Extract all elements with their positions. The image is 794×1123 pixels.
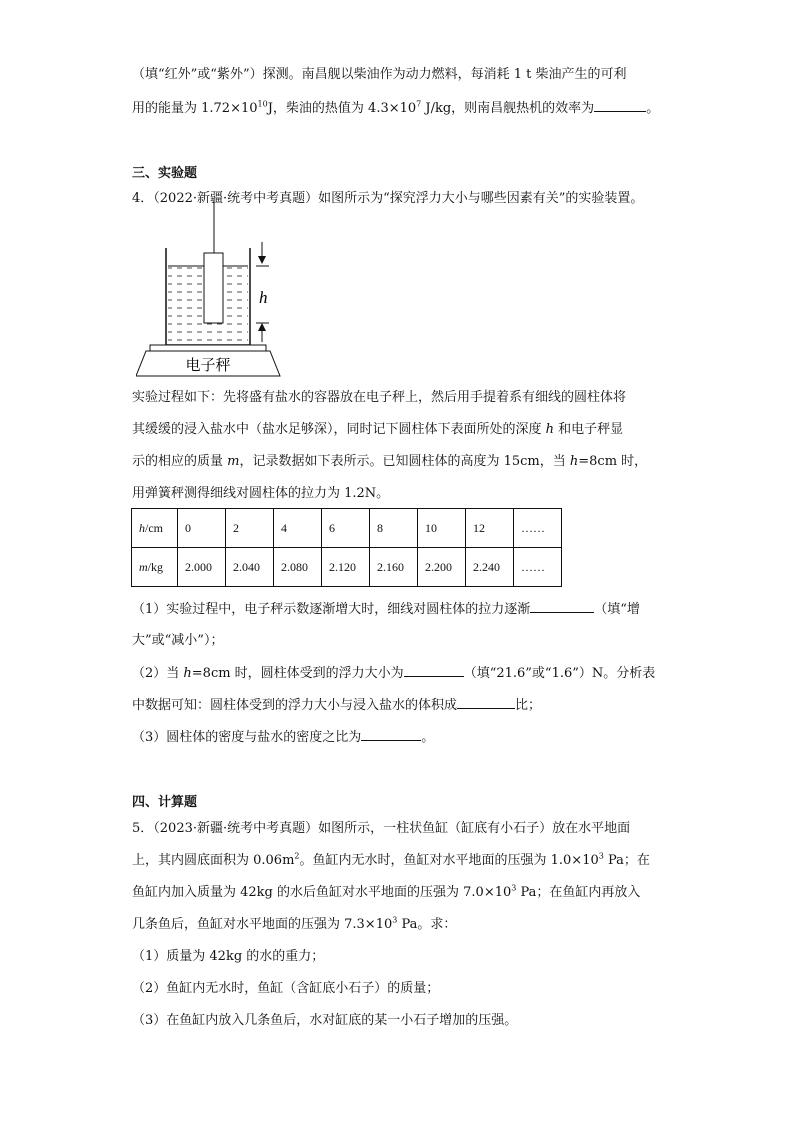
table-cell: …… <box>514 548 562 587</box>
table-cell: 2.240 <box>466 548 514 587</box>
table-cell: 2.040 <box>226 548 274 587</box>
q4-para-line-1: 实验过程如下：先将盛有盐水的容器放在电子秤上，然后用手提着系有细线的圆柱体将 <box>132 390 627 405</box>
q4-sub1-cont: 大”或“减小”）； <box>132 633 224 648</box>
table-cell: 8 <box>370 509 418 548</box>
q5-line-3: 鱼缸内加入质量为 42kg 的水后鱼缸对水平地面的压强为 $7.0\times 10^3$ Pa；在鱼缸内再放入 <box>132 883 641 900</box>
answer-blank[interactable] <box>530 600 594 613</box>
table-row <box>132 509 562 548</box>
table-cell: 2.120 <box>322 548 370 587</box>
table-cell: 2.080 <box>274 548 322 587</box>
table-cell: …… <box>514 509 562 548</box>
q5-sub2: （2）鱼缸内无水时，鱼缸（含缸底小石子）的质量； <box>132 981 440 996</box>
answer-blank[interactable] <box>361 728 421 741</box>
table-cell: 2.200 <box>418 548 466 587</box>
scale-label: 电子秤 <box>185 356 231 374</box>
question-stem: 5．（2023·新疆·统考中考真题）如图所示，一柱状鱼缸（缸底有小石子）放在水平地面 <box>132 821 631 836</box>
table-cell: 6 <box>322 509 370 548</box>
table-cell: 10 <box>418 509 466 548</box>
q3-line-1 <box>132 66 626 84</box>
q3-line-2: 用的能量为 $1.72\times 10^{10}J$，柴油的热值为 $4.3\times 10^7$ J/kg，则南昌舰热机的效率为 。 <box>132 99 660 116</box>
question-stem: 4．（2022·新疆·统考中考真题）如图所示为“探究浮力大小与哪些因素有关”的实验装置。 <box>132 191 644 206</box>
q4-sub2-cont: 中数据可知：圆柱体受到的浮力大小与浸入盐水的体积成 比； <box>132 698 542 713</box>
section-title: 三、实验题 <box>132 166 198 181</box>
table-cell: 2.160 <box>370 548 418 587</box>
buoyancy-apparatus-figure <box>136 200 296 380</box>
q4-para-line-2: 其缓缓的浸入盐水中（盐水足够深），同时记下圆柱体下表面所处的深度 h 和电子秤显 <box>132 422 624 437</box>
q4-sub2: （2）当 h=8cm 时，圆柱体受到的浮力大小为 （填“21.6”或“1.6”）N。分析表 <box>132 666 656 681</box>
section-title: 四、计算题 <box>132 795 198 810</box>
row-label-depth: h/cm <box>132 509 178 548</box>
q5-sub1: （1）质量为 42kg 的水的重力； <box>132 949 325 964</box>
q5-line-2: 上，其内圆底面积为 $0.06m^2$。鱼缸内无水时，鱼缸对水平地面的压强为 $1.0\times 10^3$ Pa；在 <box>132 851 650 868</box>
q3-text: （填“红外”或“紫外”）探测。南昌舰以柴油作为动力燃料，每消耗 1 t 柴油产生的可利 <box>132 67 627 82</box>
table-cell: 4 <box>274 509 322 548</box>
q4-sub3: （3）圆柱体的密度与盐水的密度之比为 。 <box>132 730 435 745</box>
q5-sub3: （3）在鱼缸内放入几条鱼后，水对缸底的某一小石子增加的压强。 <box>132 1013 518 1028</box>
table-cell: 2 <box>226 509 274 548</box>
answer-blank[interactable] <box>457 696 515 709</box>
q5-line-4: 几条鱼后，鱼缸对水平地面的压强为 $7.3\times 10^3$ Pa。求： <box>132 915 457 932</box>
q4-para-line-4: 用弹簧秤测得细线对圆柱体的拉力为 1.2N。 <box>132 486 390 501</box>
answer-blank[interactable] <box>594 99 646 112</box>
table-cell: 12 <box>466 509 514 548</box>
answer-blank[interactable] <box>404 664 464 677</box>
table-row <box>132 548 562 587</box>
q4-para-line-3: 示的相应的质量 m，记录数据如下表所示。已知圆柱体的高度为 15cm，当 h=8cm 时， <box>132 454 648 469</box>
table-cell: 0 <box>178 509 226 548</box>
cylinder <box>204 253 223 323</box>
depth-label: h <box>259 288 268 307</box>
table-cell: 2.000 <box>178 548 226 587</box>
q4-sub1: （1）实验过程中，电子秤示数逐渐增大时，细线对圆柱体的拉力逐渐 （填“增 <box>132 602 640 617</box>
row-label-mass: m/kg <box>132 548 178 587</box>
data-table <box>131 508 562 587</box>
scale-platform <box>150 345 266 351</box>
